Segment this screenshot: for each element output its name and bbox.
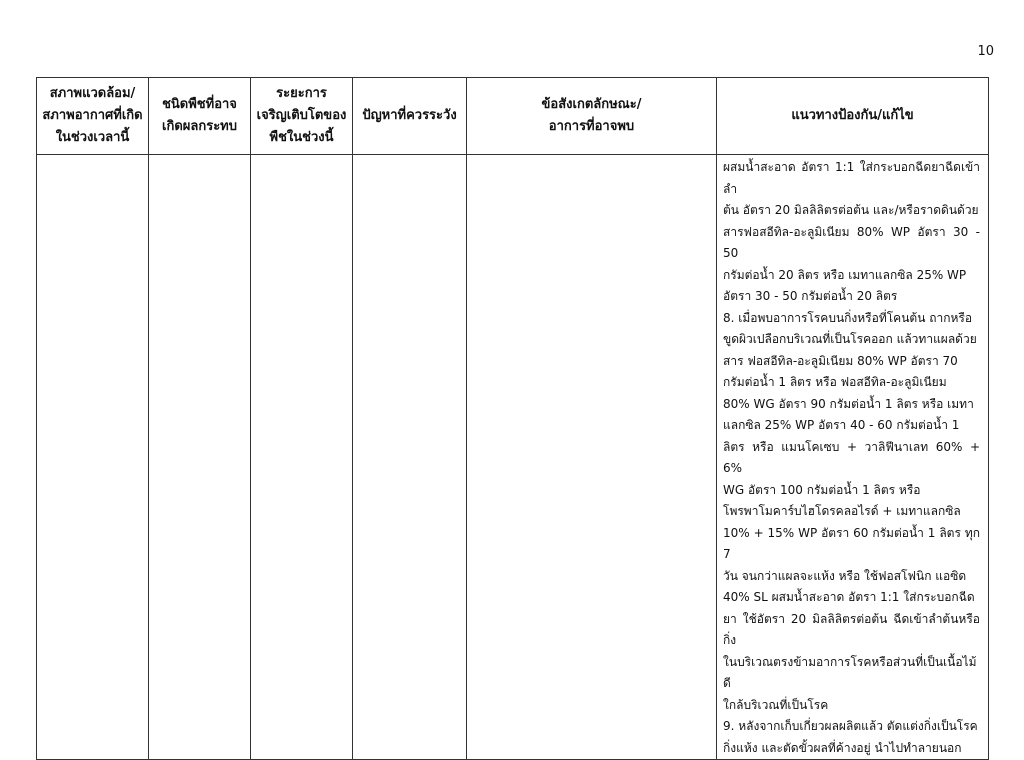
guideline-line: กรัมต่อน้ำ 1 ลิตร หรือ ฟอสอีทิล-อะลูมิเนียม	[723, 375, 947, 389]
guideline-text	[717, 155, 988, 759]
guideline-line: ขูดผิวเปลือกบริเวณที่เป็นโรคออก แล้วทาแผลด้วย	[723, 332, 977, 346]
header-environment: สภาพแวดล้อม/ สภาพอากาศที่เกิด ในช่วงเวลานี้	[37, 78, 149, 155]
header-problem: ปัญหาที่ควรระวัง	[353, 78, 467, 155]
guideline-table	[36, 77, 989, 760]
header-plant-type: ชนิดพืชที่อาจ เกิดผลกระทบ	[149, 78, 251, 155]
guideline-line: 10% + 15% WP อัตรา 60 กรัมต่อน้ำ 1 ลิตร ทุก 7	[723, 525, 980, 561]
guideline-line: สารฟอสอีทิล-อะลูมิเนียม 80% WP อัตรา 30 - 50	[723, 224, 980, 260]
guideline-line: ในบริเวณตรงข้ามอาการโรคหรือส่วนที่เป็นเนื้อไม้ดี	[723, 654, 977, 690]
guideline-line: 9. หลังจากเก็บเกี่ยวผลผลิตแล้ว ตัดแต่งกิ่งเป็นโรค	[723, 719, 978, 733]
guideline-line: กิ่งแห้ง และตัดขั้วผลที่ค้างอยู่ นำไปทำลายนอก	[723, 740, 962, 755]
cell-symptoms	[467, 155, 717, 760]
guideline-line: วัน จนกว่าแผลจะแห้ง หรือ ใช้ฟอสโฟนิก แอซิด	[723, 568, 967, 583]
guideline-line: ผสมน้ำสะอาด อัตรา 1:1 ใส่กระบอกฉีดยาฉีดเข้าลำ	[723, 160, 980, 196]
header-guideline: แนวทางป้องกัน/แก้ไข	[717, 78, 989, 155]
guideline-line: 80% WG อัตรา 90 กรัมต่อน้ำ 1 ลิตร หรือ เมทา	[723, 396, 974, 411]
header-symptoms: ข้อสังเกตลักษณะ/ อาการที่อาจพบ	[467, 78, 717, 155]
guideline-line: 40% SL ผสมน้ำสะอาด อัตรา 1:1 ใส่กระบอกฉีด	[723, 590, 975, 604]
page-number: 10	[977, 44, 994, 59]
guideline-line: 8. เมื่อพบอาการโรคบนกิ่งหรือที่โคนต้น ถากหรือ	[723, 310, 973, 325]
guideline-line: อัตรา 30 - 50 กรัมต่อน้ำ 20 ลิตร	[723, 289, 898, 303]
guideline-line: ใกล้บริเวณที่เป็นโรค	[723, 697, 829, 712]
header-row	[37, 78, 989, 155]
cell-guideline	[717, 155, 989, 760]
guideline-line: WG อัตรา 100 กรัมต่อน้ำ 1 ลิตร หรือ	[723, 482, 921, 497]
guideline-line: แลกซิล 25% WP อัตรา 40 - 60 กรัมต่อน้ำ 1	[723, 418, 960, 432]
cell-problem	[353, 155, 467, 760]
cell-growth-stage	[251, 155, 353, 760]
guideline-line: โพรพาโมคาร์บไฮโดรคลอไรด์ + เมทาแลกซิล	[723, 504, 961, 518]
guideline-line: ลิตร หรือ แมนโคเซบ + วาลิฟีนาเลท 60% + 6%	[723, 439, 980, 475]
cell-plant-type	[149, 155, 251, 760]
header-growth-stage: ระยะการ เจริญเติบโตของ พืชในช่วงนี้	[251, 78, 353, 155]
guideline-line: สาร ฟอสอีทิล-อะลูมิเนียม 80% WP อัตรา 70	[723, 353, 958, 368]
guideline-line: ยา ใช้อัตรา 20 มิลลิลิตรต่อต้น ฉีดเข้าลำต้นหรือกิ่ง	[723, 611, 980, 647]
table-row	[37, 155, 989, 760]
cell-environment	[37, 155, 149, 760]
guideline-line: กรัมต่อน้ำ 20 ลิตร หรือ เมทาแลกซิล 25% WP	[723, 267, 967, 282]
guideline-line: ต้น อัตรา 20 มิลลิลิตรต่อต้น และ/หรือราดดินด้วย	[723, 203, 979, 217]
